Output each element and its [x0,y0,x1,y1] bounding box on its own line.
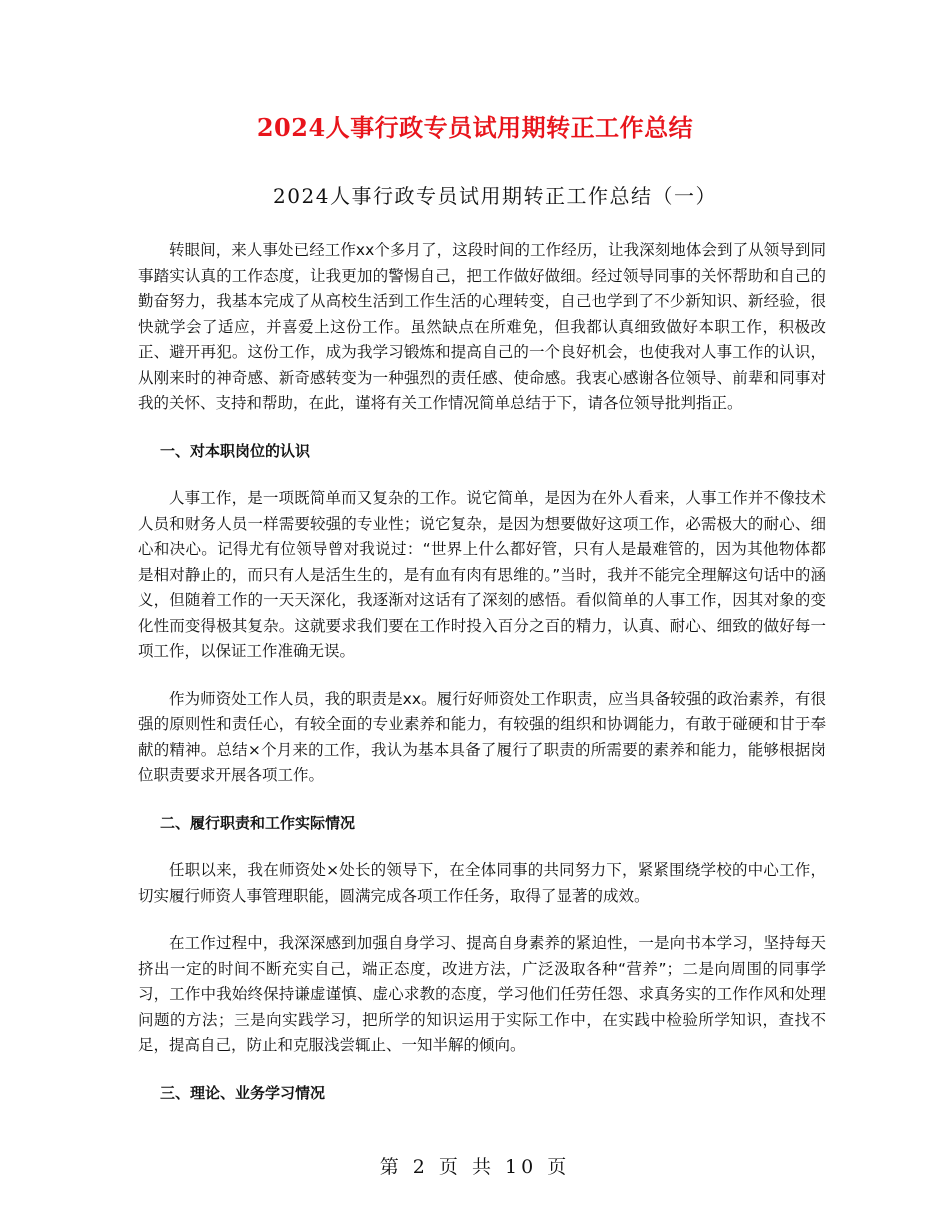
section-heading-3: 三、理论、业务学习情况 [160,1083,326,1102]
document-subtitle: 2024人事行政专员试用期转正工作总结（一） [273,184,717,208]
section-heading-1: 一、对本职岗位的认识 [160,441,311,460]
section-1-paragraph-1: 人事工作，是一项既简单而又复杂的工作。说它简单，是因为在外人看来，人事工作并不像技术人员和财务人员一样需要较强的专业性；说它复杂，是因为想要做好这项工作，必需极大的耐心、细心和决心。记得尤有位领导曾对我说过：“世界上什么都好管，只有人是最难管的，因为其他物体都是相对静止的，而只有人是活生生的，是有血有肉有思维的。”当时，我并不能完全理解这句话中的涵义，但随着工作的一天天深化，我逐渐对这话有了深刻的感悟。看似简单的人事工作，因其对象的变化性而变得极其复杂。这就要求我们要在工作时投入百分之百的精力，认真、耐心、细致的做好每一项工作，以保证工作准确无误。 [138,489,826,660]
page-number-footer: 第 2 页 共 10 页 [379,1156,571,1178]
document-title: 2024人事行政专员试用期转正工作总结 [256,113,694,142]
document-body [138,238,826,1128]
section-2-paragraph-2: 在工作过程中，我深深感到加强自身学习、提高自身素养的紧迫性，一是向书本学习，坚持每天挤出一定的时间不断充实自己，端正态度，改进方法，广泛汲取各种“营养”；二是向周围的同事学习，工作中我始终保持谦虚谨慎、虚心求教的态度，学习他们任劳任怨、求真务实的工作作风和处理问题的方法；三是向实践学习，把所学的知识运用于实际工作中，在实践中检验所学知识，查找不足，提高自己，防止和克服浅尝辄止、一知半解的倾向。 [138,934,826,1054]
section-heading-2: 二、履行职责和工作实际情况 [160,813,356,832]
section-1-paragraph-2: 作为师资处工作人员，我的职责是xx。履行好师资处工作职责，应当具备较强的政治素养，有很强的原则性和责任心，有较全面的专业素养和能力，有较强的组织和协调能力，有敢于碰硬和甘于奉献的精神。总结×个月来的工作，我认为基本具备了履行了职责的所需要的素养和能力，能够根据岗位职责要求开展各项工作。 [138,689,826,784]
intro-paragraph: 转眼间，来人事处已经工作xx个多月了，这段时间的工作经历，让我深刻地体会到了从领导到同事踏实认真的工作态度，让我更加的警惕自己，把工作做好做细。经过领导同事的关怀帮助和自己的勤奋努力，我基本完成了从高校生活到工作生活的心理转变，自己也学到了不少新知识、新经验，很快就学会了适应，并喜爱上这份工作。虽然缺点在所难免，但我都认真细致做好本职工作，积极改正、避开再犯。这份工作，成为我学习锻炼和提高自己的一个良好机会，也使我对人事工作的认识，从刚来时的神奇感、新奇感转变为一种强烈的责任感、使命感。我衷心感谢各位领导、前辈和同事对我的关怀、支持和帮助，在此，谨将有关工作情况简单总结于下，请各位领导批判指正。 [138,241,826,412]
section-2-paragraph-1: 任职以来，我在师资处×处长的领导下，在全体同事的共同努力下，紧紧围绕学校的中心工作，切实履行师资人事管理职能，圆满完成各项工作任务，取得了显著的成效。 [138,861,826,905]
